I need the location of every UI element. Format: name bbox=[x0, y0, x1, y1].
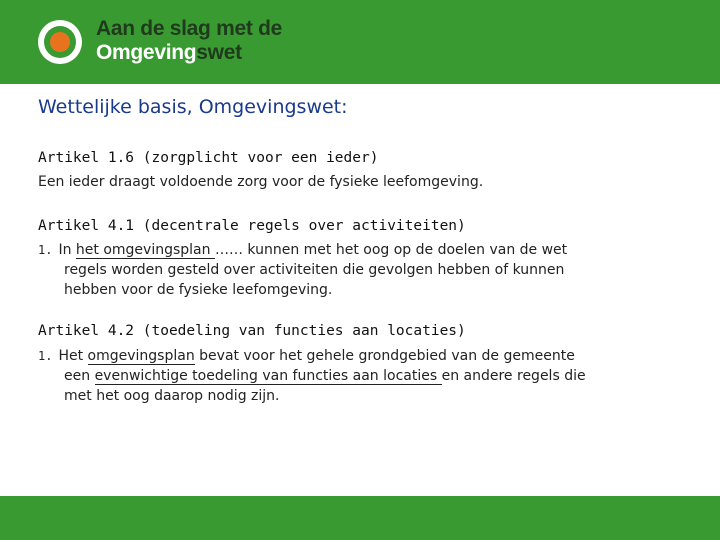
line-pre: Het bbox=[58, 348, 88, 364]
underlined-phrase: omgevingsplan bbox=[87, 348, 195, 364]
item-number: 1. bbox=[38, 243, 53, 257]
ellipsis: …… bbox=[214, 242, 248, 258]
brand-line-1: Aan de slag met de bbox=[96, 17, 282, 40]
article-4-2-item bbox=[38, 346, 678, 406]
underlined-phrase: evenwichtige toedeling van functies aan locaties bbox=[94, 368, 442, 384]
line-pre: In bbox=[58, 242, 76, 258]
line-post: en andere regels die bbox=[441, 368, 586, 384]
circle-logo-icon bbox=[38, 20, 82, 64]
item-number: 1. bbox=[38, 349, 53, 363]
brand-line-2-b: swet bbox=[196, 41, 242, 64]
line-post: bevat voor het gehele grondgebied van de gemeente bbox=[194, 348, 575, 364]
article-1-6-text: Een ieder draagt voldoende zorg voor de fysieke leefomgeving. bbox=[38, 174, 484, 190]
article-4-1-line-1 bbox=[38, 240, 678, 260]
header-bar bbox=[0, 0, 720, 84]
article-4-2-line-3: met het oog daarop nodig zijn. bbox=[64, 388, 280, 404]
article-4-1-line-3: hebben voor de fysieke leefomgeving. bbox=[64, 282, 333, 298]
line-pre: een bbox=[64, 368, 95, 384]
brand-line-2-a: Omgeving bbox=[96, 41, 197, 64]
footer-bar bbox=[0, 496, 720, 540]
line-post: kunnen met het oog op de doelen van de wet bbox=[247, 242, 568, 258]
article-4-1-line-2: regels worden gesteld over activiteiten die gevolgen hebben of kunnen bbox=[64, 262, 565, 278]
brand-logo-text bbox=[96, 17, 282, 65]
article-4-2-heading: Artikel 4.2 (toedeling van functies aan locaties) bbox=[38, 323, 466, 339]
article-4-1-heading: Artikel 4.1 (decentrale regels over activiteiten) bbox=[38, 218, 466, 234]
article-4-2-line-1 bbox=[38, 346, 678, 366]
underlined-phrase: het omgevingsplan bbox=[75, 242, 215, 258]
slide-title: Wettelijke basis, Omgevingswet: bbox=[38, 96, 348, 118]
brand-line-2 bbox=[96, 41, 282, 65]
article-4-2-line-2 bbox=[38, 366, 678, 386]
article-4-1-item bbox=[38, 240, 678, 300]
article-1-6-heading: Artikel 1.6 (zorgplicht voor een ieder) bbox=[38, 150, 379, 166]
